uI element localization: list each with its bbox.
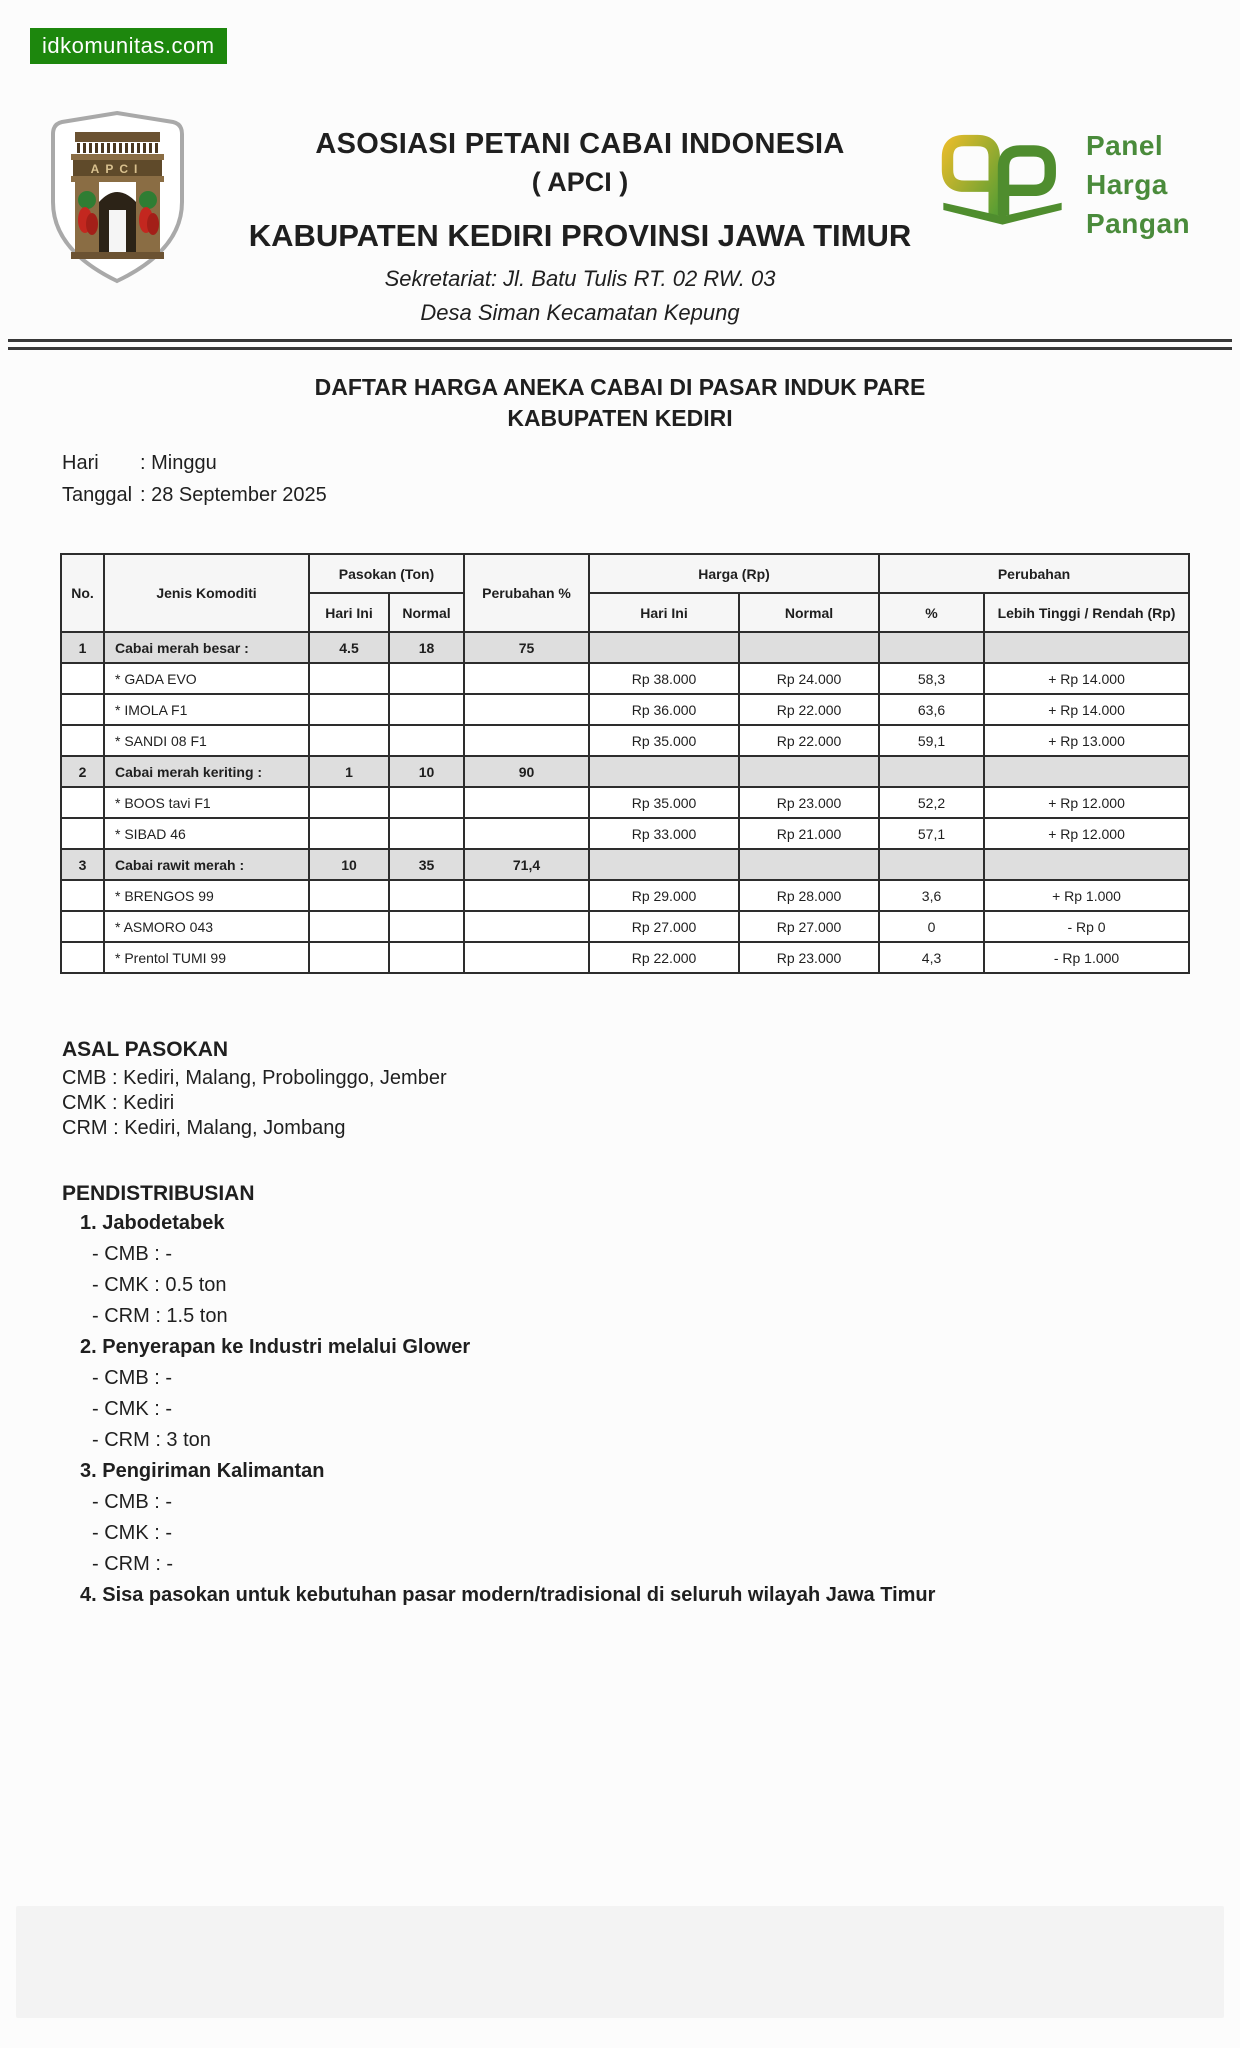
- cell-harga-hari-ini: [589, 756, 739, 787]
- org-village: Desa Siman Kecamatan Kepung: [420, 300, 740, 325]
- cell-pasokan-hari-ini: 1: [309, 756, 389, 787]
- distribution-sub-item: - CMK : 0.5 ton: [92, 1274, 227, 1296]
- distribution-sub-item: - CRM : -: [92, 1553, 174, 1575]
- distribution-item-title: 3. Pengiriman Kalimantan: [80, 1460, 325, 1482]
- cell-komoditi: * BRENGOS 99: [104, 880, 309, 911]
- cell-no: [61, 694, 104, 725]
- day-row: [62, 452, 327, 484]
- variety-row: [61, 942, 1189, 973]
- cell-pasokan-normal: [389, 880, 464, 911]
- cell-no: 3: [61, 849, 104, 880]
- cell-komoditi: * SIBAD 46: [104, 818, 309, 849]
- cell-harga-normal: Rp 27.000: [739, 911, 879, 942]
- cell-pasokan-hari-ini: [309, 880, 389, 911]
- cell-harga-normal: Rp 22.000: [739, 725, 879, 756]
- footer-placeholder-block: [16, 1906, 1224, 2018]
- cell-harga-hari-ini: Rp 27.000: [589, 911, 739, 942]
- cell-pct: 57,1: [879, 818, 984, 849]
- cell-pasokan-hari-ini: [309, 911, 389, 942]
- cell-pasokan-hari-ini: [309, 694, 389, 725]
- cell-harga-hari-ini: [589, 632, 739, 663]
- cell-pasokan-normal: 10: [389, 756, 464, 787]
- cell-harga-hari-ini: Rp 35.000: [589, 725, 739, 756]
- distribution-item-title: 4. Sisa pasokan untuk kebutuhan pasar modern/tradisional di seluruh wilayah Jawa Timur: [80, 1584, 936, 1606]
- cell-perubahan-pct: [464, 663, 589, 694]
- distribution-sub-item: - CMB : -: [92, 1243, 172, 1265]
- cell-harga-hari-ini: Rp 38.000: [589, 663, 739, 694]
- cell-pct: 63,6: [879, 694, 984, 725]
- cell-diff: + Rp 14.000: [984, 694, 1189, 725]
- distribution-item-title: 1. Jabodetabek: [80, 1212, 225, 1234]
- col-header-diff: Lebih Tinggi / Rendah (Rp): [984, 593, 1189, 632]
- col-header-harga-hari-ini: Hari Ini: [589, 593, 739, 632]
- watermark-badge: idkomunitas.com: [30, 28, 227, 64]
- cell-komoditi: * ASMORO 043: [104, 911, 309, 942]
- cell-pasokan-normal: [389, 694, 464, 725]
- col-header-pct: %: [879, 593, 984, 632]
- col-header-harga-normal: Normal: [739, 593, 879, 632]
- cell-no: [61, 942, 104, 973]
- cell-harga-hari-ini: [589, 849, 739, 880]
- cell-perubahan-pct: [464, 880, 589, 911]
- cell-perubahan-pct: [464, 911, 589, 942]
- cell-no: [61, 787, 104, 818]
- distribution-sub-item: - CMK : -: [92, 1398, 172, 1420]
- asal-pasokan-lines: [62, 1066, 447, 1141]
- pendistribusian-heading: PENDISTRIBUSIAN: [62, 1182, 255, 1205]
- variety-row: [61, 880, 1189, 911]
- cell-perubahan-pct: [464, 942, 589, 973]
- cell-komoditi: Cabai merah keriting :: [104, 756, 309, 787]
- cell-pasokan-normal: [389, 911, 464, 942]
- asal-pasokan-line: CRM : Kediri, Malang, Jombang: [62, 1117, 346, 1139]
- cell-harga-normal: Rp 24.000: [739, 663, 879, 694]
- page-title: [0, 372, 1240, 434]
- cell-pasokan-hari-ini: [309, 663, 389, 694]
- cell-no: [61, 725, 104, 756]
- panel-harga-pangan-icon: [935, 126, 1070, 236]
- col-header-perubahan: Perubahan: [879, 554, 1189, 593]
- cell-no: [61, 880, 104, 911]
- cell-diff: + Rp 12.000: [984, 787, 1189, 818]
- cell-diff: [984, 849, 1189, 880]
- cell-harga-normal: [739, 632, 879, 663]
- cell-harga-normal: Rp 23.000: [739, 787, 879, 818]
- cell-pct: [879, 756, 984, 787]
- cell-pct: 0: [879, 911, 984, 942]
- cell-perubahan-pct: [464, 787, 589, 818]
- cell-perubahan-pct: 75: [464, 632, 589, 663]
- distribution-sub-item: - CRM : 3 ton: [92, 1429, 211, 1451]
- php-line3: Pangan: [1086, 208, 1191, 239]
- cell-diff: + Rp 12.000: [984, 818, 1189, 849]
- cell-no: 2: [61, 756, 104, 787]
- cell-diff: + Rp 13.000: [984, 725, 1189, 756]
- day-value: : Minggu: [140, 452, 217, 474]
- cell-pct: [879, 849, 984, 880]
- col-header-perubahan-pct: Perubahan %: [464, 554, 589, 632]
- cell-harga-normal: [739, 756, 879, 787]
- cell-pct: 3,6: [879, 880, 984, 911]
- cell-pasokan-hari-ini: [309, 725, 389, 756]
- apci-shield-icon: [45, 110, 190, 285]
- cell-pct: 4,3: [879, 942, 984, 973]
- variety-row: [61, 818, 1189, 849]
- cell-no: [61, 818, 104, 849]
- cell-komoditi: * SANDI 08 F1: [104, 725, 309, 756]
- cell-harga-hari-ini: Rp 35.000: [589, 787, 739, 818]
- cell-pasokan-hari-ini: 10: [309, 849, 389, 880]
- php-line1: Panel: [1086, 130, 1164, 161]
- cell-no: [61, 663, 104, 694]
- variety-row: [61, 663, 1189, 694]
- cell-diff: + Rp 1.000: [984, 880, 1189, 911]
- cell-pasokan-normal: [389, 787, 464, 818]
- cell-pct: 52,2: [879, 787, 984, 818]
- org-region: KABUPATEN KEDIRI PROVINSI JAWA TIMUR: [248, 218, 912, 253]
- cell-harga-hari-ini: Rp 33.000: [589, 818, 739, 849]
- commodity-category-row: [61, 632, 1189, 663]
- title-line1: DAFTAR HARGA ANEKA CABAI DI PASAR INDUK PARE: [314, 374, 926, 400]
- asal-pasokan-line: CMK : Kediri: [62, 1092, 175, 1114]
- cell-diff: - Rp 0: [984, 911, 1189, 942]
- col-header-harga: Harga (Rp): [589, 554, 879, 593]
- distribution-sub-item: - CMB : -: [92, 1491, 172, 1513]
- cell-perubahan-pct: [464, 818, 589, 849]
- panel-harga-pangan-wordmark: [1086, 126, 1190, 243]
- commodity-category-row: [61, 756, 1189, 787]
- cell-diff: [984, 756, 1189, 787]
- asal-pasokan-line: CMB : Kediri, Malang, Probolinggo, Jember: [62, 1067, 447, 1089]
- variety-row: [61, 787, 1189, 818]
- cell-pasokan-normal: [389, 663, 464, 694]
- cell-pasokan-normal: [389, 942, 464, 973]
- cell-harga-normal: [739, 849, 879, 880]
- price-table-body: [61, 632, 1189, 973]
- org-name: ASOSIASI PETANI CABAI INDONESIA: [315, 128, 845, 160]
- cell-harga-normal: Rp 28.000: [739, 880, 879, 911]
- col-header-pasokan: Pasokan (Ton): [309, 554, 464, 593]
- letterhead: [220, 128, 940, 326]
- date-label: Tanggal: [62, 484, 133, 506]
- asal-pasokan-heading: ASAL PASOKAN: [62, 1038, 229, 1061]
- price-table: [60, 553, 1190, 974]
- cell-komoditi: Cabai rawit merah :: [104, 849, 309, 880]
- cell-diff: [984, 632, 1189, 663]
- distribution-sub-item: - CRM : 1.5 ton: [92, 1305, 228, 1327]
- date-row: [62, 484, 327, 516]
- report-info: [62, 452, 327, 516]
- cell-harga-normal: Rp 21.000: [739, 818, 879, 849]
- cell-perubahan-pct: 71,4: [464, 849, 589, 880]
- cell-pasokan-hari-ini: [309, 818, 389, 849]
- cell-komoditi: * IMOLA F1: [104, 694, 309, 725]
- commodity-category-row: [61, 849, 1189, 880]
- cell-pct: 58,3: [879, 663, 984, 694]
- cell-perubahan-pct: [464, 694, 589, 725]
- cell-harga-normal: Rp 23.000: [739, 942, 879, 973]
- cell-diff: + Rp 14.000: [984, 663, 1189, 694]
- distribution-item-title: 2. Penyerapan ke Industri melalui Glower: [80, 1336, 471, 1358]
- day-label: Hari: [62, 452, 99, 474]
- variety-row: [61, 911, 1189, 942]
- pendistribusian-section: [62, 1182, 935, 1611]
- cell-pct: 59,1: [879, 725, 984, 756]
- cell-pasokan-normal: 35: [389, 849, 464, 880]
- asal-pasokan-section: [62, 1038, 447, 1141]
- pendistribusian-items: [62, 1208, 935, 1611]
- date-value: : 28 September 2025: [140, 484, 327, 506]
- cell-pasokan-normal: 18: [389, 632, 464, 663]
- cell-no: 1: [61, 632, 104, 663]
- apci-shield-logo: [45, 110, 190, 290]
- cell-pasokan-hari-ini: 4.5: [309, 632, 389, 663]
- letterhead-divider: [8, 339, 1232, 350]
- cell-no: [61, 911, 104, 942]
- col-header-komoditi: Jenis Komoditi: [104, 554, 309, 632]
- variety-row: [61, 694, 1189, 725]
- cell-komoditi: * BOOS tavi F1: [104, 787, 309, 818]
- cell-diff: - Rp 1.000: [984, 942, 1189, 973]
- cell-perubahan-pct: [464, 725, 589, 756]
- cell-pasokan-hari-ini: [309, 942, 389, 973]
- panel-harga-pangan-logo: [935, 126, 1190, 243]
- cell-pasokan-normal: [389, 818, 464, 849]
- cell-pasokan-normal: [389, 725, 464, 756]
- cell-pct: [879, 632, 984, 663]
- org-secretariat: Sekretariat: Jl. Batu Tulis RT. 02 RW. 03: [384, 266, 776, 291]
- svg-text:APCI: APCI: [90, 162, 144, 176]
- distribution-sub-item: - CMB : -: [92, 1367, 172, 1389]
- cell-perubahan-pct: 90: [464, 756, 589, 787]
- cell-pasokan-hari-ini: [309, 787, 389, 818]
- org-abbreviation: ( APCI ): [531, 167, 629, 197]
- col-header-pasokan-hari-ini: Hari Ini: [309, 593, 389, 632]
- cell-komoditi: Cabai merah besar :: [104, 632, 309, 663]
- php-line2: Harga: [1086, 169, 1168, 200]
- cell-komoditi: * GADA EVO: [104, 663, 309, 694]
- cell-harga-hari-ini: Rp 22.000: [589, 942, 739, 973]
- cell-harga-hari-ini: Rp 29.000: [589, 880, 739, 911]
- col-header-pasokan-normal: Normal: [389, 593, 464, 632]
- col-header-no: No.: [61, 554, 104, 632]
- cell-harga-hari-ini: Rp 36.000: [589, 694, 739, 725]
- title-line2: KABUPATEN KEDIRI: [507, 405, 733, 431]
- cell-harga-normal: Rp 22.000: [739, 694, 879, 725]
- distribution-sub-item: - CMK : -: [92, 1522, 172, 1544]
- cell-komoditi: * Prentol TUMI 99: [104, 942, 309, 973]
- variety-row: [61, 725, 1189, 756]
